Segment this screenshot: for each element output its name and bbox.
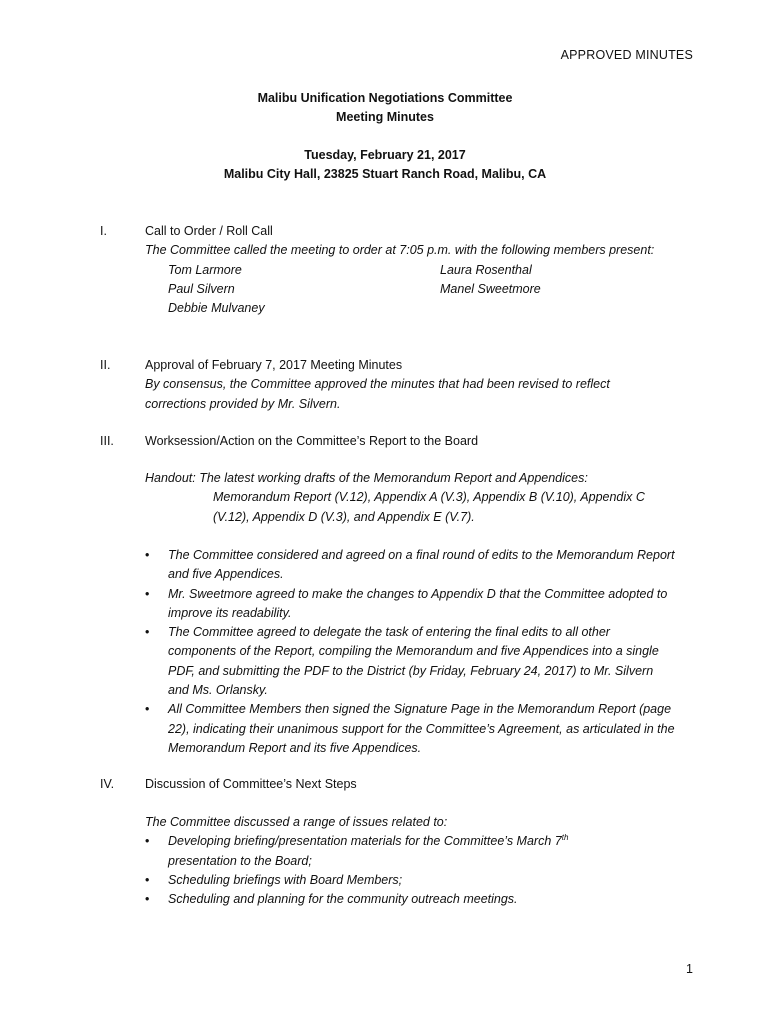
- section-4-heading: Discussion of Committee’s Next Steps: [145, 777, 357, 791]
- section-2-heading: Approval of February 7, 2017 Meeting Minutes: [145, 358, 403, 372]
- bullet-icon: •: [145, 834, 150, 849]
- section-4: [145, 813, 685, 909]
- list-item: • The Committee agreed to delegate the task of entering the final edits to all other components of the Report, compiling the Memorandum and five Appendices into a single PDF, and submitting the PDF to the District (by Friday, February 24, 2017) to Mr. Silvern and Ms. Orlansky.: [145, 625, 659, 698]
- section-3-number: III.: [100, 434, 114, 448]
- list-item: • All Committee Members then signed the Signature Page in the Memorandum Report (page 22), indicating their unanimous support for the Committee’s Agreement, as articulated in the Memorandum Report and its five Appendices.: [145, 702, 675, 755]
- meeting-location: Malibu City Hall, 23825 Stuart Ranch Road, Malibu, CA: [223, 167, 547, 181]
- member-name: Tom Larmore: [168, 262, 242, 277]
- section-2-text: By consensus, the Committee approved the minutes that had been revised to reflect corrections provided by Mr. Silvern.: [145, 377, 610, 411]
- document-title: Malibu Unification Negotiations Committee: [257, 91, 513, 105]
- handout-line: Memorandum Report (V.12), Appendix A (V.3), Appendix B (V.10), Appendix C: [213, 490, 645, 505]
- member-name: Paul Silvern: [168, 281, 235, 296]
- member-name: Manel Sweetmore: [440, 281, 541, 296]
- list-item: • Scheduling and planning for the community outreach meetings.: [145, 890, 685, 909]
- member-name: Laura Rosenthal: [440, 262, 532, 277]
- page-number: 1: [686, 962, 693, 976]
- handout-line: (V.12), Appendix D (V.3), and Appendix E (V.7).: [213, 509, 475, 524]
- section-1-text: The Committee called the meeting to order at 7:05 p.m. with the following members present:: [145, 243, 655, 258]
- section-4-number: IV.: [100, 777, 115, 791]
- document-subtitle: Meeting Minutes: [336, 110, 434, 124]
- section-1-heading: Call to Order / Roll Call: [145, 224, 273, 238]
- member-name: Debbie Mulvaney: [168, 301, 265, 316]
- superscript: th: [561, 833, 569, 843]
- bullet-icon: •: [145, 892, 150, 907]
- bullet-icon: •: [145, 872, 150, 887]
- bullet-icon: •: [145, 548, 150, 562]
- bullet-icon: •: [145, 702, 150, 717]
- member-column-left: [168, 261, 265, 319]
- bullet-icon: •: [145, 625, 150, 640]
- section-3-heading: Worksession/Action on the Committee’s Report to the Board: [145, 434, 479, 448]
- section-1-number: I.: [100, 224, 107, 238]
- list-item: • Developing briefing/presentation materials for the Committee’s March 7th presentation to the Board;: [145, 833, 569, 868]
- section-2: [145, 356, 685, 414]
- member-column-right: [440, 261, 541, 300]
- section-3-bullets: [145, 546, 675, 758]
- member-list: [145, 261, 685, 319]
- list-item: • The Committee considered and agreed on a final round of edits to the Memorandum Report and five Appendices.: [145, 548, 675, 582]
- meeting-date: Tuesday, February 21, 2017: [304, 148, 466, 162]
- list-item: • Scheduling briefings with Board Members;: [145, 871, 685, 890]
- approved-minutes-label: APPROVED MINUTES: [560, 48, 693, 62]
- list-item: • Mr. Sweetmore agreed to make the changes to Appendix D that the Committee adopted to improve its readability.: [145, 586, 668, 620]
- bullet-icon: •: [145, 586, 150, 601]
- handout: [145, 469, 685, 527]
- section-1: [145, 222, 685, 319]
- section-4-intro: The Committee discussed a range of issues related to:: [145, 815, 448, 829]
- handout-line: Handout: The latest working drafts of the Memorandum Report and Appendices:: [145, 471, 588, 485]
- section-2-number: II.: [100, 358, 111, 372]
